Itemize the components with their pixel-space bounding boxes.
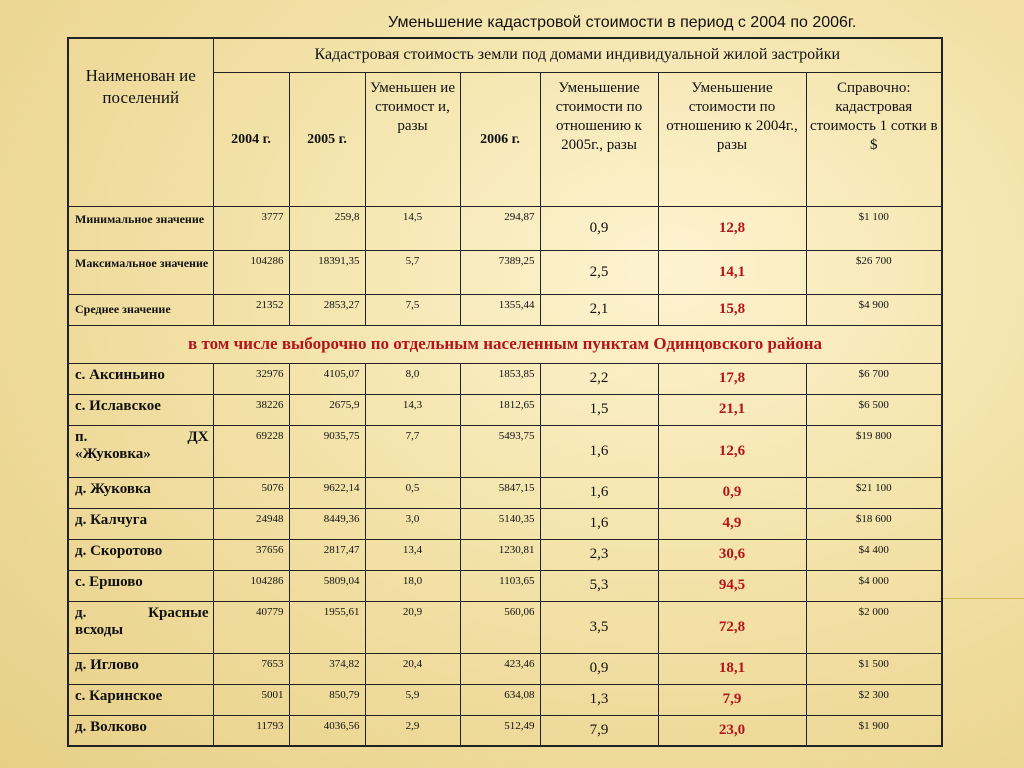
cell-2005: 4105,07	[289, 363, 365, 394]
header-2004: 2004 г.	[213, 72, 289, 206]
cell-decrease-vs-2004: 23,0	[658, 715, 806, 746]
cell-reference-price: $4 400	[806, 539, 942, 570]
cell-2006: 423,46	[460, 653, 540, 684]
row-name-part: п.	[75, 428, 88, 445]
cell-reference-price: $6 700	[806, 363, 942, 394]
cell-decrease-vs-2005: 1,6	[540, 425, 658, 477]
cell-2004: 5001	[213, 684, 289, 715]
row-name-part: всходы	[75, 621, 124, 638]
cell-decrease-vs-2005: 7,9	[540, 715, 658, 746]
cadastral-value-table	[67, 37, 943, 747]
cell-decrease-vs-2004: 0,9	[658, 477, 806, 508]
cell-2005: 374,82	[289, 653, 365, 684]
cell-decrease-vs-2004: 14,1	[658, 250, 806, 294]
row-name-part: «Жуковка»	[75, 445, 151, 462]
header-group-title: Кадастровая стоимость земли под домами индивидуальной жилой застройки	[213, 38, 942, 72]
table-row	[68, 715, 942, 746]
row-name: Среднее значение	[68, 294, 213, 325]
cell-2006: 7389,25	[460, 250, 540, 294]
cell-2005: 9035,75	[289, 425, 365, 477]
cell-decrease-2005: 20,9	[365, 601, 460, 653]
cell-reference-price: $18 600	[806, 508, 942, 539]
cell-2004: 21352	[213, 294, 289, 325]
cell-2005: 18391,35	[289, 250, 365, 294]
cell-reference-price: $4 900	[806, 294, 942, 325]
cell-2004: 40779	[213, 601, 289, 653]
cell-decrease-vs-2004: 72,8	[658, 601, 806, 653]
cell-decrease-vs-2004: 7,9	[658, 684, 806, 715]
cell-decrease-vs-2005: 5,3	[540, 570, 658, 601]
cell-2006: 5847,15	[460, 477, 540, 508]
cell-2005: 5809,04	[289, 570, 365, 601]
cell-decrease-2005: 3,0	[365, 508, 460, 539]
cell-2006: 560,06	[460, 601, 540, 653]
table-row	[68, 570, 942, 601]
row-name: д. Иглово	[68, 653, 213, 684]
row-name: с. Ершово	[68, 570, 213, 601]
cell-reference-price: $21 100	[806, 477, 942, 508]
cell-2004: 104286	[213, 570, 289, 601]
cell-decrease-vs-2004: 94,5	[658, 570, 806, 601]
header-decrease-2005: Уменьшен ие стоимост и, разы	[365, 72, 460, 206]
table-row	[68, 477, 942, 508]
cell-2006: 294,87	[460, 206, 540, 250]
table-row	[68, 684, 942, 715]
cell-2005: 259,8	[289, 206, 365, 250]
cell-2006: 5140,35	[460, 508, 540, 539]
row-name: с. Каринское	[68, 684, 213, 715]
cell-2004: 7653	[213, 653, 289, 684]
cell-2004: 37656	[213, 539, 289, 570]
table-row	[68, 508, 942, 539]
cell-2005: 2817,47	[289, 539, 365, 570]
row-name: д. Калчуга	[68, 508, 213, 539]
cell-reference-price: $19 800	[806, 425, 942, 477]
cell-2004: 11793	[213, 715, 289, 746]
table-row	[68, 363, 942, 394]
cell-2005: 8449,36	[289, 508, 365, 539]
cell-decrease-vs-2004: 12,6	[658, 425, 806, 477]
cell-2005: 850,79	[289, 684, 365, 715]
row-name	[68, 601, 213, 653]
table-row	[68, 601, 942, 653]
cell-2004: 69228	[213, 425, 289, 477]
cell-decrease-2005: 13,4	[365, 539, 460, 570]
cell-decrease-vs-2005: 3,5	[540, 601, 658, 653]
row-name-part: ДХ	[187, 428, 209, 445]
cell-decrease-vs-2005: 2,5	[540, 250, 658, 294]
cell-reference-price: $1 500	[806, 653, 942, 684]
cell-2006: 1812,65	[460, 394, 540, 425]
table-row	[68, 425, 942, 477]
cell-reference-price: $2 000	[806, 601, 942, 653]
cell-2006: 1355,44	[460, 294, 540, 325]
slide-title: Уменьшение кадастровой стоимости в период с 2004 по 2006г.	[388, 14, 857, 31]
cell-decrease-vs-2005: 2,1	[540, 294, 658, 325]
table-row	[68, 394, 942, 425]
header-2006: 2006 г.	[460, 72, 540, 206]
subsection-title: в том числе выборочно по отдельным населенным пунктам Одинцовского района	[68, 325, 942, 363]
cell-decrease-2005: 18,0	[365, 570, 460, 601]
header-reference-price: Справочно: кадастровая стоимость 1 сотки в $	[806, 72, 942, 206]
decorative-line	[940, 598, 1024, 599]
cell-decrease-2005: 8,0	[365, 363, 460, 394]
row-name: Минимальное значение	[68, 206, 213, 250]
cell-2005: 2853,27	[289, 294, 365, 325]
cell-2005: 9622,14	[289, 477, 365, 508]
cell-2006: 1230,81	[460, 539, 540, 570]
cell-decrease-vs-2004: 21,1	[658, 394, 806, 425]
cell-reference-price: $4 000	[806, 570, 942, 601]
row-name: Максимальное значение	[68, 250, 213, 294]
cell-decrease-vs-2004: 18,1	[658, 653, 806, 684]
cell-2005: 2675,9	[289, 394, 365, 425]
table-row	[68, 539, 942, 570]
cell-decrease-vs-2005: 0,9	[540, 206, 658, 250]
cell-decrease-vs-2005: 2,2	[540, 363, 658, 394]
row-name: д. Жуковка	[68, 477, 213, 508]
cell-reference-price: $1 100	[806, 206, 942, 250]
header-2005: 2005 г.	[289, 72, 365, 206]
cell-decrease-2005: 5,7	[365, 250, 460, 294]
header-decrease-vs-2005: Уменьшение стоимости по отношению к 2005г., разы	[540, 72, 658, 206]
cell-decrease-vs-2005: 1,3	[540, 684, 658, 715]
cell-decrease-vs-2005: 1,5	[540, 394, 658, 425]
cell-2006: 634,08	[460, 684, 540, 715]
cell-2004: 104286	[213, 250, 289, 294]
cell-decrease-2005: 0,5	[365, 477, 460, 508]
cell-decrease-2005: 7,5	[365, 294, 460, 325]
row-name-part: Красные	[148, 604, 209, 621]
table-row	[68, 653, 942, 684]
cell-2004: 24948	[213, 508, 289, 539]
row-name-part: д.	[75, 604, 87, 621]
cell-reference-price: $26 700	[806, 250, 942, 294]
row-name: д. Волково	[68, 715, 213, 746]
cell-decrease-2005: 14,5	[365, 206, 460, 250]
cell-2006: 1853,85	[460, 363, 540, 394]
row-name: д. Скоротово	[68, 539, 213, 570]
cell-reference-price: $1 900	[806, 715, 942, 746]
cell-decrease-2005: 5,9	[365, 684, 460, 715]
cell-2004: 38226	[213, 394, 289, 425]
cell-2006: 512,49	[460, 715, 540, 746]
cell-decrease-vs-2004: 15,8	[658, 294, 806, 325]
table-row	[68, 294, 942, 325]
cell-decrease-2005: 2,9	[365, 715, 460, 746]
cell-decrease-2005: 14,3	[365, 394, 460, 425]
table-row	[68, 250, 942, 294]
cell-reference-price: $6 500	[806, 394, 942, 425]
cell-2006: 1103,65	[460, 570, 540, 601]
cell-decrease-vs-2004: 4,9	[658, 508, 806, 539]
cell-2006: 5493,75	[460, 425, 540, 477]
cell-2004: 3777	[213, 206, 289, 250]
cell-decrease-vs-2005: 0,9	[540, 653, 658, 684]
cell-reference-price: $2 300	[806, 684, 942, 715]
cell-decrease-2005: 7,7	[365, 425, 460, 477]
cell-decrease-vs-2004: 17,8	[658, 363, 806, 394]
row-name: с. Аксиньино	[68, 363, 213, 394]
header-settlement-name: Наименован ие поселений	[68, 38, 213, 206]
cell-decrease-vs-2005: 1,6	[540, 477, 658, 508]
header-decrease-vs-2004: Уменьшение стоимости по отношению к 2004г., разы	[658, 72, 806, 206]
row-name: с. Иславское	[68, 394, 213, 425]
row-name	[68, 425, 213, 477]
cell-decrease-vs-2004: 12,8	[658, 206, 806, 250]
cell-2004: 32976	[213, 363, 289, 394]
cell-decrease-vs-2005: 2,3	[540, 539, 658, 570]
cell-2004: 5076	[213, 477, 289, 508]
cell-decrease-vs-2004: 30,6	[658, 539, 806, 570]
cell-2005: 1955,61	[289, 601, 365, 653]
cell-decrease-2005: 20,4	[365, 653, 460, 684]
cell-decrease-vs-2005: 1,6	[540, 508, 658, 539]
cell-2005: 4036,56	[289, 715, 365, 746]
table-row	[68, 206, 942, 250]
